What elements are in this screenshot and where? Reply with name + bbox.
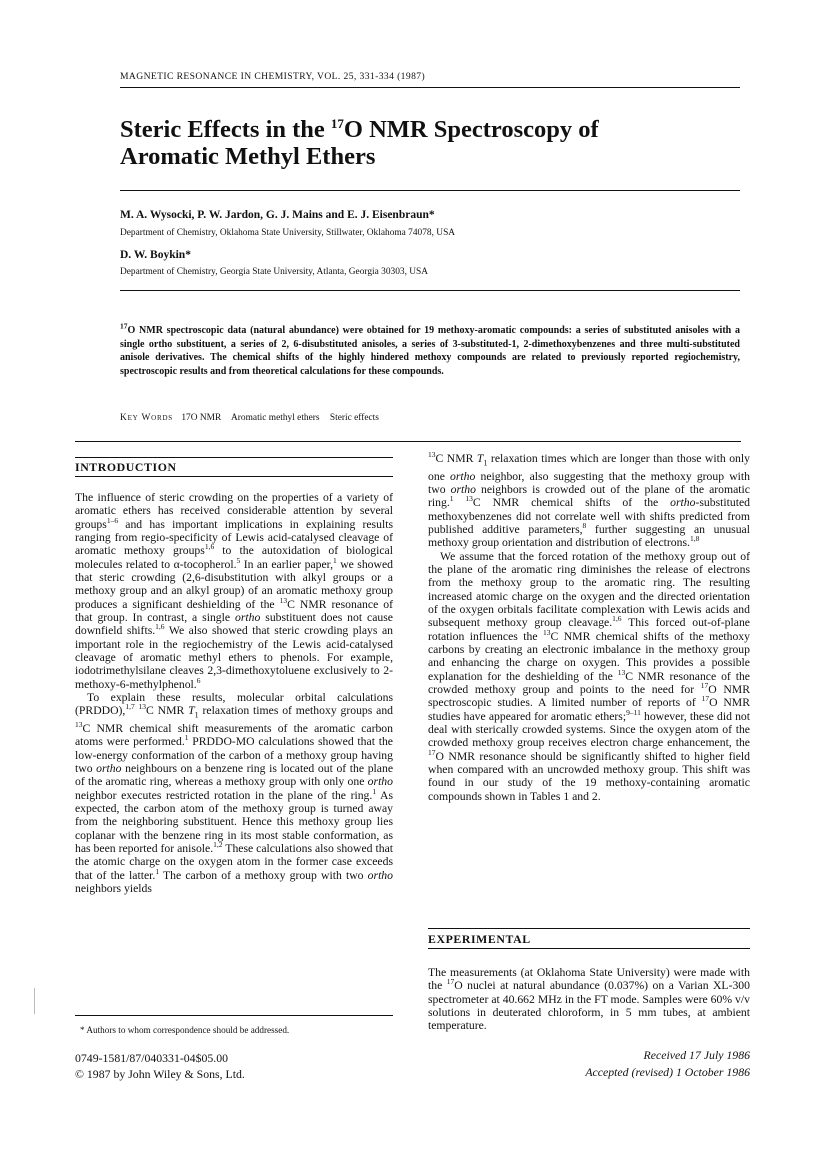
right-column-body — [428, 452, 750, 803]
keyword-item: Aromatic methyl ethers — [231, 413, 320, 423]
intro-rule-top — [75, 457, 393, 458]
affiliation-1: Department of Chemistry, Oklahoma State University, Stillwater, Oklahoma 74078, USA — [120, 228, 456, 238]
authors-group-1: M. A. Wysocki, P. W. Jardon, G. J. Mains and E. J. Eisenbraun* — [120, 209, 435, 221]
paragraph: The measurements (at Oklahoma State University) were made with the $^{17}$O nuclei at natural abundance (0.037%) on a Varian XL-300 spectrometer at 40.662 MHz in the FT mode. Samples were 60% v/v solutions in deuterated chloroform, in 5 mm tubes, at ambient temperature. — [428, 966, 750, 1033]
authors-rule — [120, 290, 740, 291]
paragraph: $^{13}$C NMR $T_1$ relaxation times which are longer than those with only one ortho neighbor, also suggesting that the methoxy group with two ortho neighbors is crowded out of the plane of the aromatic ring.$^1$ $^{13}$C NMR chemical shifts of the ortho-substituted methoxybenzenes did not correlate well with shifts predicted from published additive parameters,$^8$ further suggesting an unusual methoxy group orientation and distribution of electrons.$^{1,8}$ — [428, 450, 750, 550]
accepted-date: Accepted (revised) 1 October 1986 — [585, 1065, 750, 1079]
experimental-heading: EXPERIMENTAL — [428, 932, 531, 946]
header-rule — [120, 87, 740, 88]
authors-group-2: D. W. Boykin* — [120, 249, 191, 261]
title-part2: O NMR Spectroscopy of — [343, 116, 599, 143]
experimental-rule-top — [428, 928, 750, 929]
intro-rule-bottom — [75, 476, 393, 477]
keywords-label: Key Words — [120, 413, 173, 423]
abstract-isotope: 17 — [120, 321, 128, 331]
title-isotope: 17 — [330, 115, 344, 131]
title-rule — [120, 190, 740, 191]
introduction-body — [75, 491, 393, 895]
introduction-heading: INTRODUCTION — [75, 460, 177, 474]
keyword-item: Steric effects — [329, 413, 379, 423]
experimental-body — [428, 966, 750, 1033]
scan-artifact — [34, 988, 35, 1014]
paragraph: To explain these results, molecular orbital calculations (PRDDO),$^{1,7}$ $^{13}$C NMR $T_1$ relaxation times of methoxy groups and $^{13}$C NMR chemical shift measurements of the aromatic carbon atoms were performed.$^1$ PRDDO-MO calculations showed that the low-energy conformation of the carbon of a methoxy group having two ortho neighbours on a benzene ring is located out of the plane of the aromatic ring, whereas a methoxy group with only one ortho neighbor executes restricted rotation in the plane of the ring.$^1$ As expected, the carbon atom of the methoxy group is turned away from the neighboring substituent. Hence this methoxy group lies coplanar with the benzene ring in its most stable conformation, as has been reported for anisole.$^{1,2}$ These calculations also showed that the atomic charge on the oxygen atom in the former case exceeds that of the latter.$^1$ The carbon of a methoxy group with two ortho neighbors yields — [75, 690, 394, 895]
affiliation-2: Department of Chemistry, Georgia State University, Atlanta, Georgia 30303, USA — [120, 267, 429, 277]
keywords-rule — [75, 441, 741, 442]
title-part1: Steric Effects in the — [120, 116, 331, 143]
paragraph: We assume that the forced rotation of the methoxy group out of the plane of the aromatic ring diminishes the release of electrons from the methoxy group to the aromatic ring. The resulting increased atomic charge on the oxygen and the directed orientation of the oxygen orbitals facilitate complexation with Lewis acids and subsequent methoxy group cleavage.$^{1,6}$ This forced out-of-plane rotation influences the $^{13}$C NMR chemical shifts of the methoxy carbons by creating an electronic imbalance in the methoxy group and enhancing the charge on oxygen. This provides a possible explanation for the deshielding of the $^{13}$C NMR resonance of the crowded methoxy group and points to the need for $^{17}$O NMR spectroscopic studies. A limited number of reports of $^{17}$O NMR studies have appeared for aromatic ethers;$^{9-11}$ however, these did not deal with sterically crowded systems. Since the oxygen atom of the crowded methoxy group receives electron charge enhancement, the $^{17}$O NMR resonance should be significantly shifted to higher field when compared with an uncrowded methoxy group. This shift was found in our study of the 19 methoxy-containing aromatic compounds shown in Tables 1 and 2. — [428, 549, 751, 803]
publication-code: 0749-1581/87/040331-04$05.00 — [75, 1051, 229, 1065]
abstract-text: O NMR spectroscopic data (natural abundance) were obtained for 19 methoxy-aromatic compounds: a series of substituted anisoles with a single ortho substituent, a series of 2, 6-disubstituted anisoles, a series of 3-substituted-1, 2-dimethoxybenzenes and three multi-substituted anisole derivatives. The chemical shifts of the highly hindered methoxy compounds are related to previously reported regiochemistry, spectroscopic results and from theoretical calculations for these compounds. — [120, 325, 740, 377]
copyright: © 1987 by John Wiley & Sons, Ltd. — [75, 1067, 245, 1081]
footnote-rule — [75, 1015, 393, 1016]
keyword-item: 17O NMR — [181, 413, 222, 423]
paragraph: The influence of steric crowding on the properties of a variety of aromatic ethers has received considerable attention by several groups$^{1-6}$ and has important implications in explaining results ranging from regio-specificity of Lewis acid-catalysed cleavage of aromatic methoxy groups$^{1,6}$ to the autoxidation of biological molecules related to α-tocopherol.$^5$ In an earlier paper,$^1$ we showed that steric crowding (2,6-disubstitution with alkyl groups or a methoxy group and an alkyl group) of an aromatic methoxy group produces a significant deshielding of the $^{13}$C NMR resonance of that group. In contrast, a single ortho substituent does not cause downfield shifts.$^{1,6}$ We also showed that steric crowding plays an important role in the regiochemistry of the Lewis acid-catalysed cleavage of aromatic methyl ethers to phenols. For example, iodotrimethylsilane cleaves 2,3-dimethoxytoluene exclusively to 2-methoxy-6-methylphenol.$^6$ — [75, 491, 393, 691]
journal-header: MAGNETIC RESONANCE IN CHEMISTRY, VOL. 25, 331-334 (1987) — [120, 71, 426, 82]
abstract — [120, 321, 740, 378]
publication-info — [75, 1050, 245, 1082]
keywords — [120, 413, 387, 423]
article-title — [120, 116, 720, 170]
article-dates — [500, 1047, 750, 1081]
title-line2: Aromatic Methyl Ethers — [120, 143, 376, 170]
received-date: Received 17 July 1986 — [643, 1048, 750, 1062]
footnote: * Authors to whom correspondence should be addressed. — [80, 1025, 290, 1035]
experimental-rule-bottom — [428, 948, 750, 949]
